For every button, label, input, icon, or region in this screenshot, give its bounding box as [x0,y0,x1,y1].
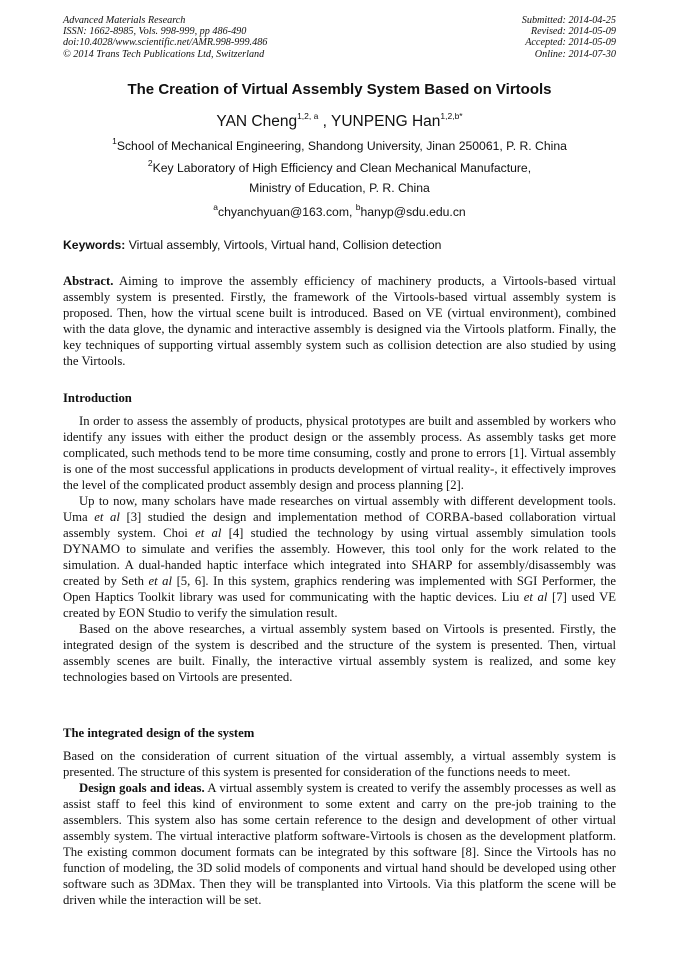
header-left [63,15,267,60]
copyright-line: © 2014 Trans Tech Publications Ltd, Switzerland [63,48,265,60]
author-separator: , [318,113,331,131]
design-paragraph-2 [63,780,616,908]
keywords-text: Virtual assembly, Virtools, Virtual hand, Collision detection [125,238,442,252]
affiliation-1-sup: 1 [112,136,117,146]
intro-p2-part-d: [5, 6]. In this system, graphics rendering was implemented with SGI Performer, the Open Haptics Toolkit library was used for communicating with the haptic devices. Liu [63,574,616,604]
accepted-date: Accepted: 2014-05-09 [525,37,616,49]
intro-paragraph-2 [63,493,616,621]
paper-title: The Creation of Virtual Assembly System Based on Virtools [127,81,552,98]
section-introduction [63,413,616,685]
intro-paragraph-3: Based on the above researches, a virtual assembly system based on Virtools is presented. Firstly, the integrated design of the system is described and the structure of the system is presented. Then, virtual assembly scenes are built. Finally, the interactive virtual assembly system is realized, and some key technologies based on Virtools are presented. [63,622,616,684]
email-b: hanyp@sdu.edu.cn [360,205,466,220]
issn-line: ISSN: 1662-8985, Vols. 998-999, pp 486-490 [63,26,247,38]
doi-line: doi:10.4028/www.scientific.net/AMR.998-999.486 [63,37,268,49]
affiliation-2 [63,159,616,175]
email-b-sup: b [355,202,361,212]
keywords [63,238,616,252]
et-al-3: et al [148,574,173,588]
online-date: Online: 2014-07-30 [534,48,616,60]
email-a-sup: a [213,202,219,212]
journal-name: Advanced Materials Research [63,15,186,26]
author-1: YAN Cheng [216,113,298,131]
author-2: YUNPENG Han [331,113,441,131]
affiliation-2-text: Key Laboratory of High Efficiency and Clean Mechanical Manufacture, [152,161,532,176]
abstract [63,273,616,369]
et-al-2: et al [195,526,222,540]
email-a: chyanchyuan@163.com, [218,205,356,220]
design-paragraph-1: Based on the consideration of current situation of the virtual assembly, a virtual assembly system is presented. The structure of this system is presented for consideration of the functions needs to meet. [63,749,616,779]
intro-p2-part-e: [7] used VE created by EON Studio to verify the simulation result. [63,590,616,620]
revised-date: Revised: 2014-05-09 [530,26,616,38]
author-1-sup: 1,2, a [297,111,319,121]
section-heading-introduction: Introduction [63,391,132,405]
section-integrated-design [63,748,616,908]
design-goals-text: A virtual assembly system is created to verify the assembly processes as well as assist staff to feel this kind of environment to some extent and carry on the pre-job training to the assemblers. This system also has some certain reference to the design and development of other virtual assembly system. The virtual interactive platform software-Virtools is chosen as the development platform. The existing common document formats can be integrated by this software [8]. Since the Virtools has no function of modeling, the 3D solid models of components and virtual hand should be developed using other software such as 3DMax. Then they will be transplanted into Virtools. Via this platform the scene will be driven while the interaction will be set. [63,781,616,907]
et-al-4: et al [523,590,548,604]
author-line [63,112,616,131]
header-right [522,15,616,60]
keywords-label: Keywords: [63,238,126,252]
author-emails [63,203,616,219]
abstract-label: Abstract. [63,274,114,288]
intro-p2-part-b: [3] studied the design and implementation method of CORBA-based collaboration virtual assembly system. Choi [63,510,616,540]
author-2-sup: 1,2,b* [440,111,463,121]
design-goals-label: Design goals and ideas. [79,781,205,795]
et-al-1: et al [94,510,120,524]
affiliation-1-text: School of Mechanical Engineering, Shandong University, Jinan 250061, P. R. China [116,139,567,154]
affiliation-1 [63,137,616,153]
intro-p2-part-a: Up to now, many scholars have made researches on virtual assembly with different development tools. Uma [63,494,616,524]
intro-p2-part-c: [4] studied the technology by using virtual assembly simulation tools DYNAMO to simulate and verifies the assembly. However, this tool only for the work related to the simulation. A dual-handed haptic interface which integrated into SHARP for assembly/disassembly was created by Seth [63,526,616,588]
affiliation-2-cont: Ministry of Education, P. R. China [249,181,430,195]
abstract-text: Aiming to improve the assembly efficiency of machinery products, a Virtools-based virtual assembly system is presented. Firstly, the framework of the Virtools-based virtual assembly system is proposed. Then, how the virtual scene built is introduced. Based on VE (virtual environment), combined with the data glove, the dynamic and interactive assembly is designed via the Virtools platform. Finally, the key techniques of supporting virtual assembly system such as collision detection are also studied by using the Virtools. [63,274,616,368]
intro-paragraph-1: In order to assess the assembly of products, physical prototypes are built and assembled by workers who identify any issues with either the product design or the assembly process. As assembly tasks get more complicated, such methods tend to be more time consuming, costly and prone to errors [1]. Virtual assembly is one of the most successful applications in products development of virtual reality-, it effectively improves the level of the complicated product assembly design and process planning [2]. [63,414,616,492]
affiliation-2-sup: 2 [147,158,153,168]
submitted-date: Submitted: 2014-04-25 [521,15,616,26]
section-heading-integrated-design: The integrated design of the system [63,726,255,740]
